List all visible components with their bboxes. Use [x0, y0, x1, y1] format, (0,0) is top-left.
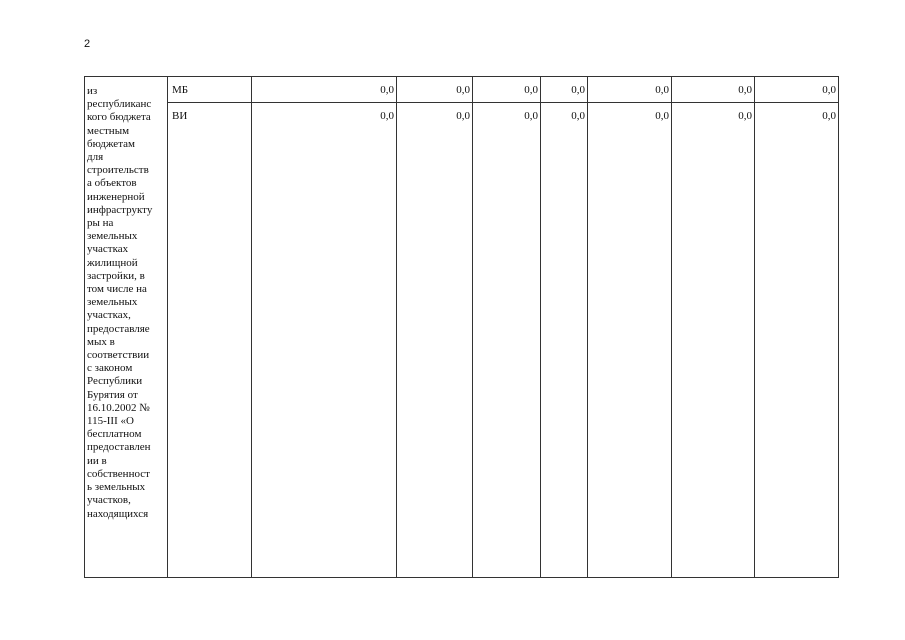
table-row [85, 103, 839, 578]
value-cell: 0,0 [252, 103, 397, 578]
value-cell: 0,0 [755, 77, 839, 103]
value-cell: 0,0 [588, 77, 672, 103]
source-cell: ВИ [168, 103, 252, 578]
value-cell: 0,0 [397, 77, 473, 103]
value-cell: 0,0 [755, 103, 839, 578]
table-row [85, 77, 839, 103]
value-cell: 0,0 [473, 77, 541, 103]
value-cell: 0,0 [473, 103, 541, 578]
description-cell [85, 77, 168, 578]
source-cell: МБ [168, 77, 252, 103]
page-number: 2 [84, 38, 91, 50]
value-cell: 0,0 [588, 103, 672, 578]
value-cell: 0,0 [541, 77, 588, 103]
value-cell: 0,0 [252, 77, 397, 103]
budget-table [84, 76, 839, 578]
value-cell: 0,0 [672, 77, 755, 103]
value-cell: 0,0 [397, 103, 473, 578]
description-text: из республиканс кого бюджета местным бюджетам для строительств а объектов инженерной инфраструкту ры на земельных участках жилищной застройки, в том числе на земельных участках, предоставляе мых в соответствии с законом Республики Бурятия от 16.10.2002 № 115-III «О бесплатном предоставлен ии в собственност ь земельных участков, находящихся [87, 85, 153, 520]
value-cell: 0,0 [672, 103, 755, 578]
value-cell: 0,0 [541, 103, 588, 578]
